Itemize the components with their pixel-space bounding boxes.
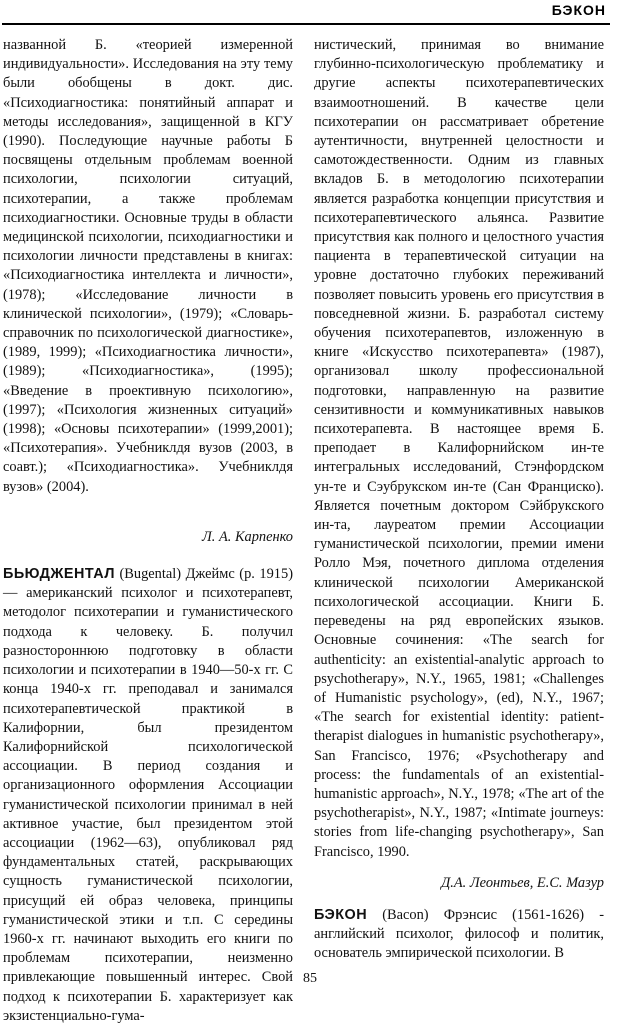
entry-text: (Bacon) Фрэнсис (1561-1626) - английский психолог, философ и политик, основатель эмпирической психологии. В: [314, 906, 604, 962]
left-column: [3, 36, 293, 1026]
paragraph: нистический, принимая во внимание глубинно-психологическую проблематику и другие аспекты психотерапевтических взаимоотношений. В качестве цели психотерапии он рассматривает обретение аутентичности, внутренней целостности и самотождественности. Одним из главных вкладов Б. в методологию психотерапии является разработка концепции присутствия и психотерапевтического альянса. Развитие присутствия как полного и целостного участия пациента в терапевтической ситуации на уровне достаточно глубоких переживаний позволяет повысить уровень его присутствия в повседневной жизни. Б. разработал систему обучения психотерапевтов, изложенную в книге «Искусство психотерапевта» (1987), организовал школу профессиональной подготовки, направленную на развитие сензитивности и коммуникативных навыков психотерапевта. В настоящее время Б. преподает в Калифорнийском ин-те интегральных исследований, Стэнфордском ун-те и Сэубрукском ин-те (Сан Франциско). Является почетным доктором Сэйбрукского ин-та, лауреатом премии Ассоциации гуманистической психологии, премии имени Ролло Мэя, почетного диплома отделения клинической психологии Американской психологической ассоциации. Книги Б. переведены на ряд европейских языков. Основные сочинения: «The search for authenticity: an existential-analytic approach to psychotherapy», N.Y., 1965, 1981; «Challenges of Humanistic psychology», (ed), N.Y., 1967; «The search for existential identity: patient-therapist dialogues in humanistic psychotherapy», San Francisco, 1976; «Psychotherapy and process: the fundamentals of an existential-humanistic approach», N.Y., 1978; «The art of the psychotherapist», N.Y., 1987; «Intimate journeys: stories from life-changing psychotherapy», San Francisco, 1990.: [314, 37, 604, 860]
page-number: 85: [303, 971, 317, 986]
author-signature: Л. А. Карпенко: [202, 528, 293, 545]
running-head: БЭКОН: [551, 2, 606, 18]
entry-bugental: [3, 565, 293, 1026]
entry-bacon: [314, 906, 604, 964]
header-rule: [2, 23, 610, 25]
entry-text: (Bugental) Джеймс (р. 1915) — американский психолог и психотерапевт, методолог психотерапии и гуманистического подхода к человеку. Б. получил разностороннюю подготовку в области психологии и психотерапии в 1940—50-х гг. С конца 1940-х гг. преподавал и занимался психотерапевтической практикой в Калифорнии, был президентом Калифорнийской психологической ассоциации. В период создания и организационного оформления Ассоциации гуманистической психологии принимал в ней активное участие, был президентом этой ассоциации (1962—63), опубликовал ряд фундаментальных статей, раскрывающих сущность гуманистической психологии, присущий ей образ человека, принципы гуманистической этики и т.п. С середины 1960-х гг. начинают выходить его книги по проблемам психотерапии, неизменно привлекающие повышенный интерес. Свой подход к психотерапии Б. характеризует как экзистенциально-гума-: [3, 566, 293, 1024]
entry-headword: БЬЮДЖЕНТАЛ: [3, 566, 115, 583]
entry-headword: БЭКОН: [314, 906, 368, 923]
author-signature: Д.А. Леонтьев, Е.С. Мазур: [441, 874, 604, 891]
right-column: [314, 36, 604, 964]
paragraph: названной Б. «теорией измеренной индивидуальности». Исследования на эту тему были обобщены в докт. дис. «Психодиагностика: понятийный аппарат и методы исследования», защищенной в КГУ (1990). Последующие научные работы Б посвящены отдельным проблемам военной психологии, психологии ситуаций, психотерапии, а также проблемам психодиагностики. Основные труды в области медицинской психологии, психодиагностики и психологии личности представлены в книгах: «Психодиагностика интеллекта и личности», (1978); «Исследование личности в клинической психологии», (1979); «Словарь-справочник по психологической диагностике», (1989, 1999); «Психодиагностика личности», (1989); «Психодиагностика», (1995); «Введение в проективную психологию», (1997); «Психология жизненных ситуаций» (1998); «Основы психотерапии» (1999,2001); «Психотерапия». Учебниклдя вузов (2003, в соавт.); «Психодиагностика». Учебниклдя вузов» (2004).: [3, 37, 293, 495]
